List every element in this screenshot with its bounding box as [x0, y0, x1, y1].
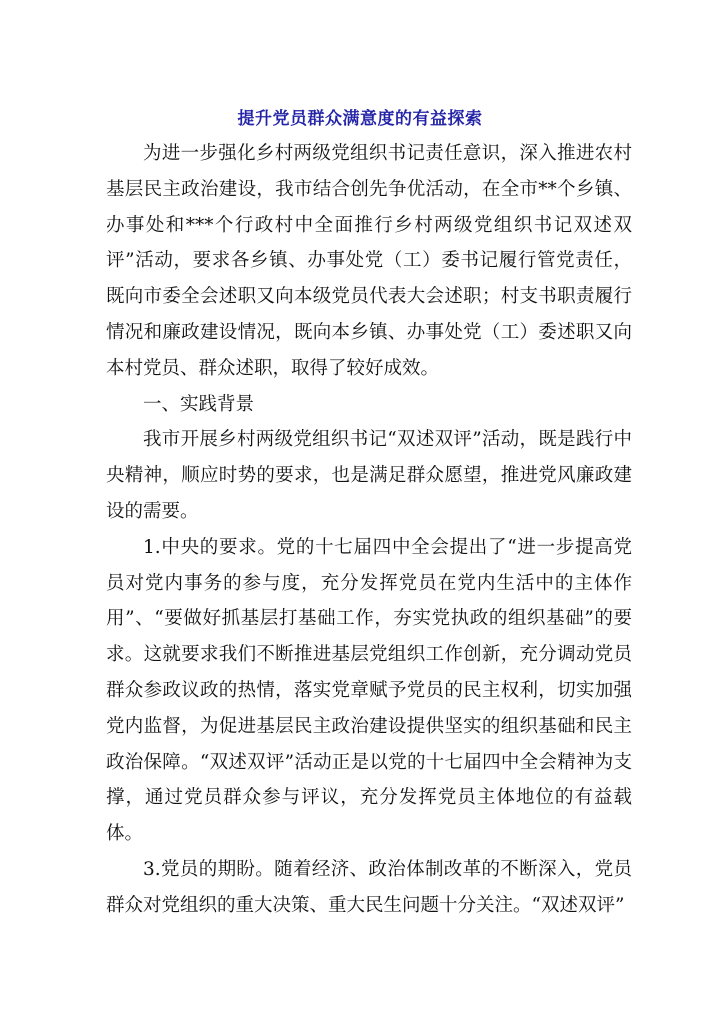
- paragraph-intro: 为进一步强化乡村两级党组织书记责任意识，深入推进农村基层民主政治建设，我市结合创先争优活动，在全市**个乡镇、办事处和***个行政村中全面推行乡村两级党组织书记双述双评”活动，要求各乡镇、办事处党（工）委书记履行管党责任，既向市委全会述职又向本级党员代表大会述职；村支书职责履行情况和廉政建设情况，既向本乡镇、办事处党（工）委述职又向本村党员、群众述职，取得了较好成效。: [106, 143, 632, 379]
- document-body: [106, 136, 632, 924]
- paragraph-background: 我市开展乡村两级党组织书记“双述双评”活动，既是践行中央精神，顺应时势的要求，也是满足群众愿望，推进党风廉政建设的需要。: [106, 429, 632, 522]
- paragraph-party-member-expectation: 3.党员的期盼。随着经济、政治体制改革的不断深入，党员群众对党组织的重大决策、重大民生问题十分关注。“双述双评”: [106, 858, 632, 916]
- paragraph-central-requirement: 1.中央的要求。党的十七届四中全会提出了“进一步提高党员对党内事务的参与度，充分发挥党员在党内生活中的主体作用”、“要做好抓基层打基础工作，夯实党执政的组织基础”的要求。这就要求我们不断推进基层党组织工作创新，充分调动党员群众参政议政的热情，落实党章赋予党员的民主权利，切实加强党内监督，为促进基层民主政治建设提供坚实的组织基础和民主政治保障。“双述双评”活动正是以党的十七届四中全会精神为支撑，通过党员群众参与评议，充分发挥党员主体地位的有益载体。: [106, 536, 632, 845]
- document-title: 提升党员群众满意度的有益探索: [237, 109, 483, 129]
- section-heading-practice-background: 一、实践背景: [143, 393, 255, 415]
